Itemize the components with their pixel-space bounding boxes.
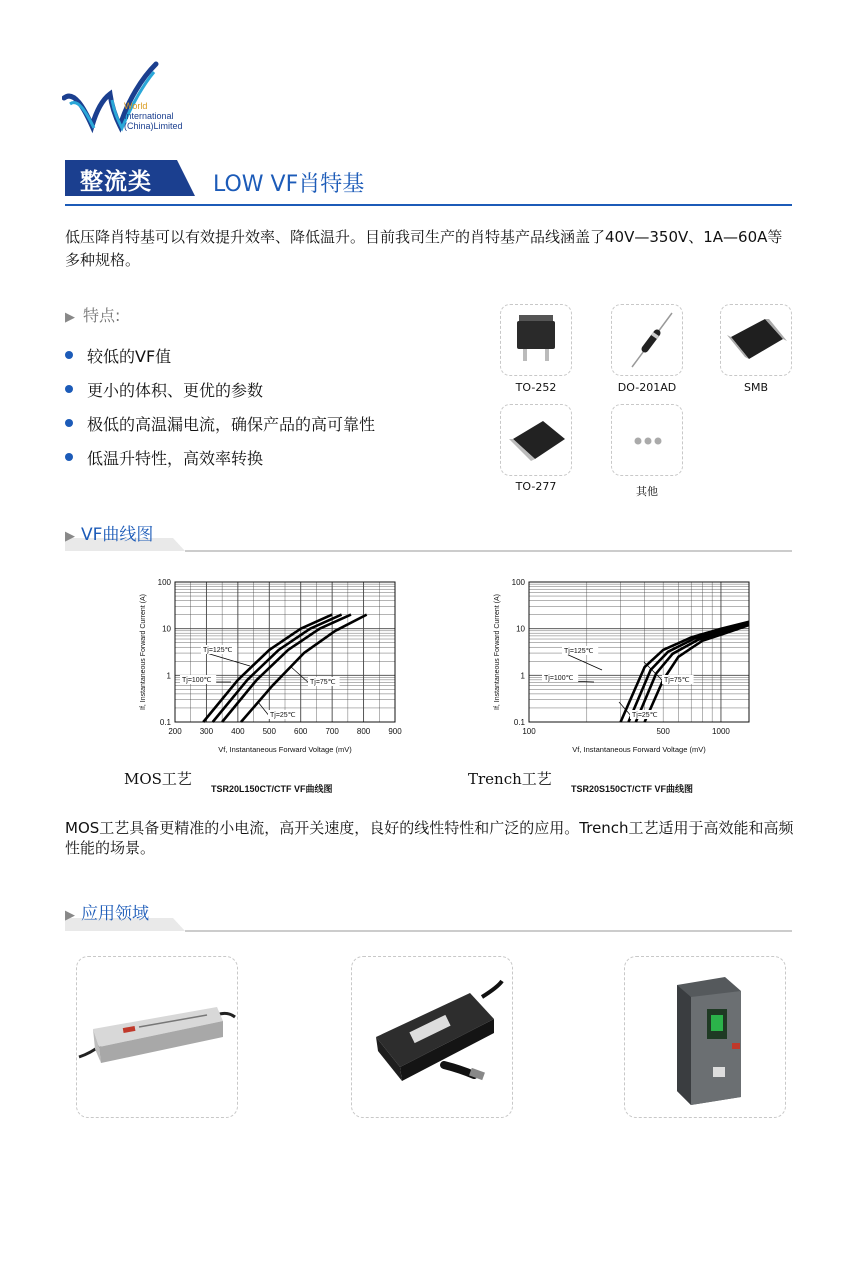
x-tick-label: 800 [356,727,371,736]
package-to252 [500,304,572,376]
series-label: Tj=25℃ [632,712,658,719]
feature-item: 更小的体积、更优的参数 [65,372,375,406]
package-label: SMB [743,381,769,394]
package-smb [720,304,792,376]
x-tick-label: 400 [231,727,245,736]
x-tick-label: 500 [262,727,276,736]
company-name: World International (China)Limited [124,101,183,131]
x-tick-label: 1000 [712,727,730,736]
vf-chart-mos [130,574,410,774]
features-heading: ▶ 特点: [65,306,121,325]
led-driver-icon [77,957,239,1119]
category-label: 整流类 [80,169,152,195]
x-tick-label: 300 [199,727,214,736]
feature-item: 低温升特性，高效率转换 [65,440,375,474]
package-label: TO-277 [515,480,557,493]
series-label: Tj=125℃ [564,648,594,655]
package-do201ad [611,304,683,376]
y-tick-label: 1 [166,671,171,681]
y-tick-label: 100 [157,578,171,587]
features-list [65,338,375,474]
x-axis-label: Vf, Instantaneous Forward Voltage (mV) [572,745,706,754]
process-label-mos: MOS工艺 [124,770,192,788]
annotation-line [564,653,602,670]
x-tick-label: 500 [656,727,670,736]
to252-icon [501,305,573,377]
inverter-icon [625,957,787,1119]
series-label: Tj=75℃ [664,677,690,684]
app-card-adapter [351,956,513,1118]
triangle-icon: ▶ [65,908,75,923]
x-tick-label: 900 [388,727,402,736]
app-section-title: ▶ 应用领域 [65,904,149,924]
vf-section-title: ▶ VF曲线图 [65,525,154,545]
bullet-icon [65,419,73,427]
series-label: Tj=100℃ [544,675,574,682]
intro-text: 低压降肖特基可以有效提升效率、降低温升。目前我司生产的肖特基产品线涵盖了40V—350V、1A—60A等多种规格。 [65,228,783,269]
x-tick-label: 100 [522,727,536,736]
app-card-inverter [624,956,786,1118]
process-label-trench: Trench工艺 [468,770,552,788]
app-section-bar [65,898,792,934]
x-tick-label: 600 [294,727,308,736]
series-label: Tj=25℃ [270,712,296,719]
y-tick-label: 1 [520,671,525,681]
feature-item: 极低的高温漏电流，确保产品的高可靠性 [65,406,375,440]
series-label: Tj=100℃ [182,677,212,684]
smb-icon [721,305,793,377]
triangle-icon: ▶ [65,310,75,325]
to277-icon [501,405,573,477]
power-adapter-icon [352,957,514,1119]
y-tick-label: 100 [511,578,525,587]
series-label: Tj=75℃ [310,679,336,686]
y-tick-label: 0.1 [513,718,525,727]
vf-section-bar [65,518,792,554]
annotation-line [203,652,250,666]
x-tick-label: 200 [168,727,182,736]
package-other [611,404,683,476]
package-label: TO-252 [515,381,557,394]
y-tick-label: 10 [516,624,525,634]
x-tick-label: 700 [325,727,339,736]
header-divider [65,204,792,206]
y-tick-label: 0.1 [159,718,171,727]
x-axis-label: Vf, Instantaneous Forward Voltage (mV) [218,745,352,754]
package-to277 [500,404,572,476]
y-axis-label: If, Instantaneous Forward Current (A) [494,594,501,710]
package-label: DO-201AD [617,381,677,394]
part-label-mos: TSR20L150CT/CTF VF曲线图 [211,784,333,794]
more-icon [612,405,684,477]
app-card-led-driver [76,956,238,1118]
vf-chart-trench [484,574,764,774]
bullet-icon [65,351,73,359]
do201ad-icon [612,305,684,377]
triangle-icon: ▶ [65,529,75,544]
series-label: Tj=125℃ [203,647,233,654]
y-tick-label: 10 [162,624,171,634]
bullet-icon [65,453,73,461]
bullet-icon [65,385,73,393]
feature-item: 较低的VF值 [65,338,375,372]
process-description: MOS工艺具备更精准的小电流，高开关速度，良好的线性特性和广泛的应用。Trench工艺适用于高效能和高频性能的场景。 [65,819,794,857]
part-label-trench: TSR20S150CT/CTF VF曲线图 [571,784,694,794]
page-title: LOW VF肖特基 [213,172,365,197]
series-line [621,622,749,722]
y-axis-label: If, Instantaneous Forward Current (A) [140,594,147,710]
package-label: 其他 [636,485,658,498]
